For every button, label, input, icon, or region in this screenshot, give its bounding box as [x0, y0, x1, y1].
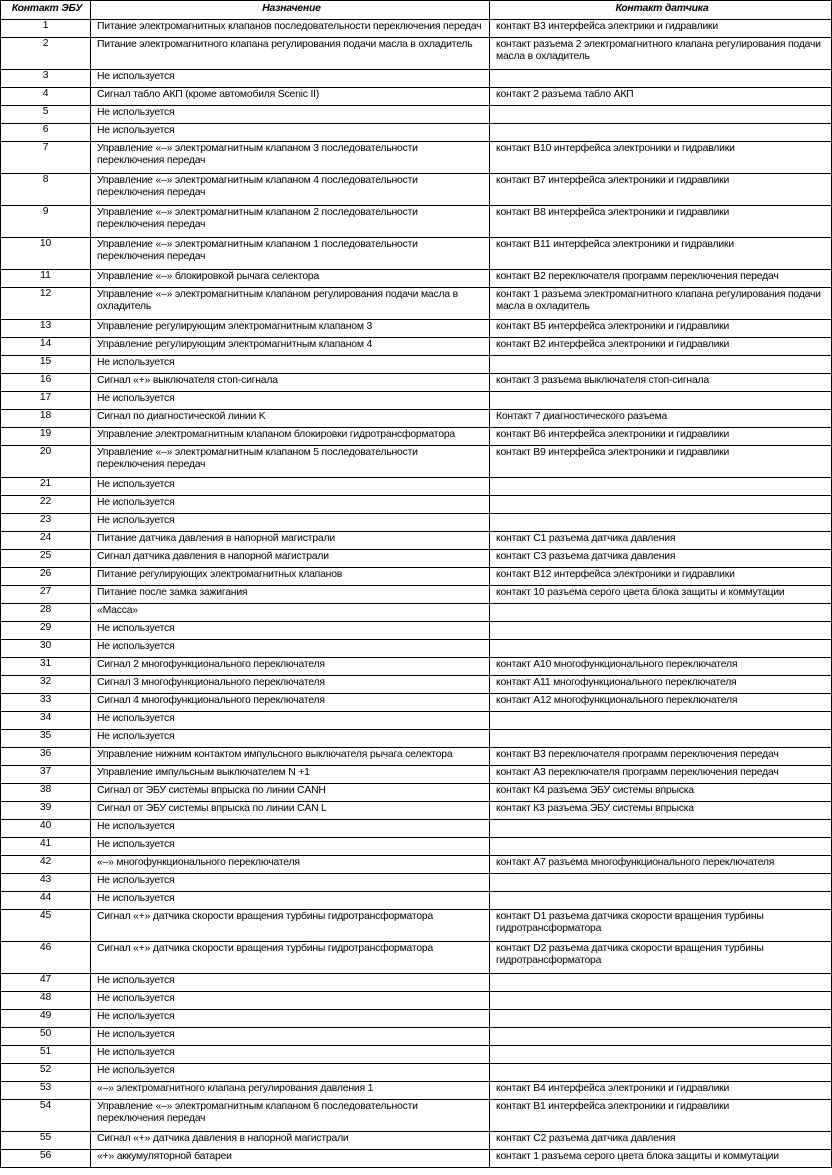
purpose-cell: Питание датчика давления в напорной магистрали	[91, 532, 490, 550]
ecu-pin-cell: 9	[1, 206, 91, 238]
ecu-pin-cell: 54	[1, 1100, 91, 1132]
table-row	[1, 550, 832, 568]
table-row	[1, 1132, 832, 1150]
purpose-cell: Не используется	[91, 106, 490, 124]
table-row	[1, 70, 832, 88]
sensor-pin-cell: контакт В8 интерфейса электроники и гидравлики	[490, 206, 832, 238]
table-row	[1, 374, 832, 392]
purpose-cell: Сигнал по диагностической линии K	[91, 410, 490, 428]
sensor-pin-cell: контакт А10 многофункционального переключателя	[490, 658, 832, 676]
table-row	[1, 910, 832, 942]
sensor-pin-cell	[490, 478, 832, 496]
ecu-pin-cell: 22	[1, 496, 91, 514]
ecu-pin-cell: 2	[1, 38, 91, 70]
sensor-pin-cell: контакт В4 интерфейса электроники и гидравлики	[490, 1082, 832, 1100]
table-row	[1, 676, 832, 694]
ecu-pin-cell: 6	[1, 124, 91, 142]
ecu-pin-cell: 38	[1, 784, 91, 802]
sensor-pin-cell: контакт В2 переключателя программ переключения передач	[490, 270, 832, 288]
table-row	[1, 20, 832, 38]
purpose-cell: Управление «–» электромагнитным клапаном 6 последовательности переключения передач	[91, 1100, 490, 1132]
ecu-pin-cell: 37	[1, 766, 91, 784]
table-row	[1, 532, 832, 550]
purpose-cell: Не используется	[91, 496, 490, 514]
ecu-pin-cell: 55	[1, 1132, 91, 1150]
header-ecu-pin: Контакт ЭБУ	[1, 1, 91, 20]
purpose-cell: Управление «–» электромагнитным клапаном 3 последовательности переключения передач	[91, 142, 490, 174]
ecu-pin-cell: 50	[1, 1028, 91, 1046]
ecu-pin-cell: 16	[1, 374, 91, 392]
table-row	[1, 942, 832, 974]
table-row	[1, 392, 832, 410]
table-row	[1, 410, 832, 428]
sensor-pin-cell	[490, 974, 832, 992]
ecu-pin-cell: 48	[1, 992, 91, 1010]
ecu-pin-cell: 18	[1, 410, 91, 428]
ecu-pin-cell: 47	[1, 974, 91, 992]
header-sensor-pin: Контакт датчика	[490, 1, 832, 20]
sensor-pin-cell: контакт В7 интерфейса электроники и гидравлики	[490, 174, 832, 206]
purpose-cell: Не используется	[91, 974, 490, 992]
sensor-pin-cell	[490, 1010, 832, 1028]
purpose-cell: Управление «–» электромагнитным клапаном 5 последовательности переключения передач	[91, 446, 490, 478]
table-row	[1, 174, 832, 206]
table-row	[1, 88, 832, 106]
ecu-pin-cell: 3	[1, 70, 91, 88]
table-row	[1, 874, 832, 892]
ecu-pin-cell: 5	[1, 106, 91, 124]
purpose-cell: Сигнал «+» датчика скорости вращения турбины гидротрансформатора	[91, 910, 490, 942]
purpose-cell: «–» электромагнитного клапана регулирования давления 1	[91, 1082, 490, 1100]
ecu-pin-cell: 51	[1, 1046, 91, 1064]
table-row	[1, 356, 832, 374]
sensor-pin-cell	[490, 106, 832, 124]
purpose-cell: Питание регулирующих электромагнитных клапанов	[91, 568, 490, 586]
purpose-cell: Не используется	[91, 992, 490, 1010]
table-row	[1, 288, 832, 320]
table-row	[1, 784, 832, 802]
purpose-cell: Не используется	[91, 892, 490, 910]
purpose-cell: Сигнал «+» датчика скорости вращения турбины гидротрансформатора	[91, 942, 490, 974]
purpose-cell: «Масса»	[91, 604, 490, 622]
ecu-pin-cell: 25	[1, 550, 91, 568]
table-row	[1, 1100, 832, 1132]
sensor-pin-cell	[490, 1064, 832, 1082]
sensor-pin-cell: контакт С2 разъема датчика давления	[490, 1132, 832, 1150]
sensor-pin-cell: контакт 2 разъема табло АКП	[490, 88, 832, 106]
table-row	[1, 892, 832, 910]
sensor-pin-cell: контакт В10 интерфейса электроники и гидравлики	[490, 142, 832, 174]
ecu-pin-cell: 46	[1, 942, 91, 974]
ecu-pin-cell: 26	[1, 568, 91, 586]
purpose-cell: Сигнал «+» датчика давления в напорной магистрали	[91, 1132, 490, 1150]
sensor-pin-cell	[490, 356, 832, 374]
table-row	[1, 748, 832, 766]
purpose-cell: Сигнал от ЭБУ системы впрыска по линии CANH	[91, 784, 490, 802]
sensor-pin-cell: контакт А12 многофункционального переключателя	[490, 694, 832, 712]
purpose-cell: Управление регулирующим электромагнитным клапаном 3	[91, 320, 490, 338]
table-row	[1, 446, 832, 478]
ecu-pin-cell: 10	[1, 238, 91, 270]
purpose-cell: Не используется	[91, 874, 490, 892]
purpose-cell: Не используется	[91, 70, 490, 88]
ecu-pin-cell: 13	[1, 320, 91, 338]
sensor-pin-cell	[490, 514, 832, 532]
sensor-pin-cell: контакт D1 разъема датчика скорости вращения турбины гидротрансформатора	[490, 910, 832, 942]
ecu-pin-cell: 42	[1, 856, 91, 874]
ecu-pin-cell: 56	[1, 1150, 91, 1168]
purpose-cell: Управление импульсным выключателем N +1	[91, 766, 490, 784]
ecu-pin-cell: 35	[1, 730, 91, 748]
purpose-cell: «–» многофункционального переключателя	[91, 856, 490, 874]
table-row	[1, 658, 832, 676]
ecu-pin-cell: 36	[1, 748, 91, 766]
ecu-pin-cell: 40	[1, 820, 91, 838]
sensor-pin-cell	[490, 874, 832, 892]
table-row	[1, 856, 832, 874]
header-purpose: Назначение	[91, 1, 490, 20]
sensor-pin-cell	[490, 992, 832, 1010]
sensor-pin-cell	[490, 604, 832, 622]
sensor-pin-cell	[490, 838, 832, 856]
sensor-pin-cell: контакт 10 разъема серого цвета блока защиты и коммутации	[490, 586, 832, 604]
purpose-cell: Не используется	[91, 356, 490, 374]
ecu-pin-cell: 34	[1, 712, 91, 730]
purpose-cell: Не используется	[91, 1010, 490, 1028]
purpose-cell: Управление регулирующим электромагнитным клапаном 4	[91, 338, 490, 356]
sensor-pin-cell: контакт разъема 2 электромагнитного клапана регулирования подачи масла в охладитель	[490, 38, 832, 70]
table-row	[1, 1082, 832, 1100]
ecu-pin-cell: 4	[1, 88, 91, 106]
purpose-cell: Управление «–» электромагнитным клапаном 1 последовательности переключения передач	[91, 238, 490, 270]
ecu-pin-cell: 21	[1, 478, 91, 496]
sensor-pin-cell	[490, 622, 832, 640]
purpose-cell: Не используется	[91, 1064, 490, 1082]
sensor-pin-cell	[490, 730, 832, 748]
table-row	[1, 802, 832, 820]
table-row	[1, 106, 832, 124]
ecu-pin-cell: 45	[1, 910, 91, 942]
table-row	[1, 838, 832, 856]
purpose-cell: «+» аккумуляторной батареи	[91, 1150, 490, 1168]
sensor-pin-cell: контакт В12 интерфейса электроники и гидравлики	[490, 568, 832, 586]
table-row	[1, 640, 832, 658]
purpose-cell: Не используется	[91, 124, 490, 142]
purpose-cell: Питание после замка зажигания	[91, 586, 490, 604]
sensor-pin-cell: контакт В9 интерфейса электроники и гидравлики	[490, 446, 832, 478]
sensor-pin-cell: контакт С1 разъема датчика давления	[490, 532, 832, 550]
sensor-pin-cell: контакт 1 разъема электромагнитного клапана регулирования подачи масла в охладитель	[490, 288, 832, 320]
purpose-cell: Управление «–» электромагнитным клапаном регулирования подачи масла в охладитель	[91, 288, 490, 320]
ecu-pin-cell: 27	[1, 586, 91, 604]
sensor-pin-cell	[490, 1028, 832, 1046]
ecu-pin-cell: 23	[1, 514, 91, 532]
table-row	[1, 604, 832, 622]
ecu-pin-cell: 39	[1, 802, 91, 820]
ecu-pin-cell: 14	[1, 338, 91, 356]
table-row	[1, 974, 832, 992]
table-row	[1, 1064, 832, 1082]
sensor-pin-cell: контакт 1 разъема серого цвета блока защиты и коммутации	[490, 1150, 832, 1168]
purpose-cell: Не используется	[91, 838, 490, 856]
ecu-pin-cell: 28	[1, 604, 91, 622]
sensor-pin-cell	[490, 392, 832, 410]
table-row	[1, 1150, 832, 1168]
ecu-pin-cell: 7	[1, 142, 91, 174]
table-row	[1, 496, 832, 514]
sensor-pin-cell: контакт В1 интерфейса электроники и гидравлики	[490, 1100, 832, 1132]
purpose-cell: Сигнал от ЭБУ системы впрыска по линии CAN L	[91, 802, 490, 820]
table-row	[1, 338, 832, 356]
ecu-pin-cell: 17	[1, 392, 91, 410]
sensor-pin-cell: контакт 3 разъема выключателя стоп-сигнала	[490, 374, 832, 392]
purpose-cell: Не используется	[91, 392, 490, 410]
purpose-cell: Не используется	[91, 622, 490, 640]
purpose-cell: Не используется	[91, 1028, 490, 1046]
table-row	[1, 568, 832, 586]
sensor-pin-cell: контакт С3 разъема датчика давления	[490, 550, 832, 568]
purpose-cell: Сигнал 3 многофункционального переключателя	[91, 676, 490, 694]
table-row	[1, 622, 832, 640]
sensor-pin-cell: контакт В11 интерфейса электроники и гидравлики	[490, 238, 832, 270]
table-row	[1, 38, 832, 70]
ecu-pin-cell: 32	[1, 676, 91, 694]
ecu-pin-cell: 1	[1, 20, 91, 38]
sensor-pin-cell: контакт В3 интерфейса электрики и гидравлики	[490, 20, 832, 38]
header-row	[1, 1, 832, 20]
table-row	[1, 270, 832, 288]
purpose-cell: Не используется	[91, 1046, 490, 1064]
ecu-pin-cell: 12	[1, 288, 91, 320]
ecu-pin-cell: 15	[1, 356, 91, 374]
table-row	[1, 1010, 832, 1028]
table-row	[1, 586, 832, 604]
sensor-pin-cell: контакт В2 интерфейса электроники и гидравлики	[490, 338, 832, 356]
ecu-pin-cell: 30	[1, 640, 91, 658]
ecu-pin-cell: 44	[1, 892, 91, 910]
purpose-cell: Не используется	[91, 712, 490, 730]
sensor-pin-cell: контакт А7 разъема многофункционального переключателя	[490, 856, 832, 874]
sensor-pin-cell	[490, 1046, 832, 1064]
table-body	[1, 20, 832, 1168]
sensor-pin-cell	[490, 70, 832, 88]
table-row	[1, 712, 832, 730]
sensor-pin-cell: контакт К4 разъема ЭБУ системы впрыска	[490, 784, 832, 802]
table-row	[1, 142, 832, 174]
ecu-pin-cell: 33	[1, 694, 91, 712]
purpose-cell: Не используется	[91, 514, 490, 532]
table-row	[1, 730, 832, 748]
sensor-pin-cell	[490, 820, 832, 838]
purpose-cell: Управление «–» электромагнитным клапаном 4 последовательности переключения передач	[91, 174, 490, 206]
purpose-cell: Питание электромагнитного клапана регулирования подачи масла в охладитель	[91, 38, 490, 70]
purpose-cell: Сигнал 4 многофункционального переключателя	[91, 694, 490, 712]
ecu-pin-cell: 8	[1, 174, 91, 206]
sensor-pin-cell: контакт В5 интерфейса электроники и гидравлики	[490, 320, 832, 338]
sensor-pin-cell	[490, 640, 832, 658]
table-row	[1, 820, 832, 838]
purpose-cell: Не используется	[91, 820, 490, 838]
ecu-pin-cell: 24	[1, 532, 91, 550]
sensor-pin-cell: Контакт 7 диагностического разъема	[490, 410, 832, 428]
table-row	[1, 320, 832, 338]
ecu-pin-cell: 43	[1, 874, 91, 892]
ecu-pin-cell: 19	[1, 428, 91, 446]
sensor-pin-cell	[490, 712, 832, 730]
sensor-pin-cell: контакт А11 многофункционального переключателя	[490, 676, 832, 694]
sensor-pin-cell: контакт D2 разъема датчика скорости вращения турбины гидротрансформатора	[490, 942, 832, 974]
table-row	[1, 124, 832, 142]
table-row	[1, 238, 832, 270]
purpose-cell: Сигнал табло АКП (кроме автомобиля Scenic II)	[91, 88, 490, 106]
sensor-pin-cell: контакт К3 разъема ЭБУ системы впрыска	[490, 802, 832, 820]
purpose-cell: Управление нижним контактом импульсного выключателя рычага селектора	[91, 748, 490, 766]
purpose-cell: Сигнал «+» выключателя стоп-сигнала	[91, 374, 490, 392]
ecu-pin-cell: 52	[1, 1064, 91, 1082]
ecu-pin-cell: 41	[1, 838, 91, 856]
purpose-cell: Сигнал датчика давления в напорной магистрали	[91, 550, 490, 568]
sensor-pin-cell: контакт В3 переключателя программ переключения передач	[490, 748, 832, 766]
purpose-cell: Управление «–» электромагнитным клапаном 2 последовательности переключения передач	[91, 206, 490, 238]
table-row	[1, 514, 832, 532]
table-row	[1, 478, 832, 496]
sensor-pin-cell	[490, 124, 832, 142]
ecu-pin-cell: 53	[1, 1082, 91, 1100]
ecu-pin-cell: 49	[1, 1010, 91, 1028]
sensor-pin-cell	[490, 496, 832, 514]
sensor-pin-cell: контакт В6 интерфейса электроники и гидравлики	[490, 428, 832, 446]
purpose-cell: Управление «–» блокировкой рычага селектора	[91, 270, 490, 288]
purpose-cell: Не используется	[91, 730, 490, 748]
purpose-cell: Сигнал 2 многофункционального переключателя	[91, 658, 490, 676]
sensor-pin-cell	[490, 892, 832, 910]
ecu-pin-cell: 11	[1, 270, 91, 288]
ecu-pin-cell: 20	[1, 446, 91, 478]
ecu-pin-cell: 31	[1, 658, 91, 676]
table-row	[1, 766, 832, 784]
table-row	[1, 1046, 832, 1064]
purpose-cell: Не используется	[91, 640, 490, 658]
purpose-cell: Питание электромагнитных клапанов последовательности переключения передач	[91, 20, 490, 38]
purpose-cell: Не используется	[91, 478, 490, 496]
table-row	[1, 992, 832, 1010]
ecu-pin-cell: 29	[1, 622, 91, 640]
table-row	[1, 428, 832, 446]
table-row	[1, 206, 832, 238]
table-row	[1, 694, 832, 712]
sensor-pin-cell: контакт А3 переключателя программ переключения передач	[490, 766, 832, 784]
table-row	[1, 1028, 832, 1046]
purpose-cell: Управление электромагнитным клапаном блокировки гидротрансформатора	[91, 428, 490, 446]
